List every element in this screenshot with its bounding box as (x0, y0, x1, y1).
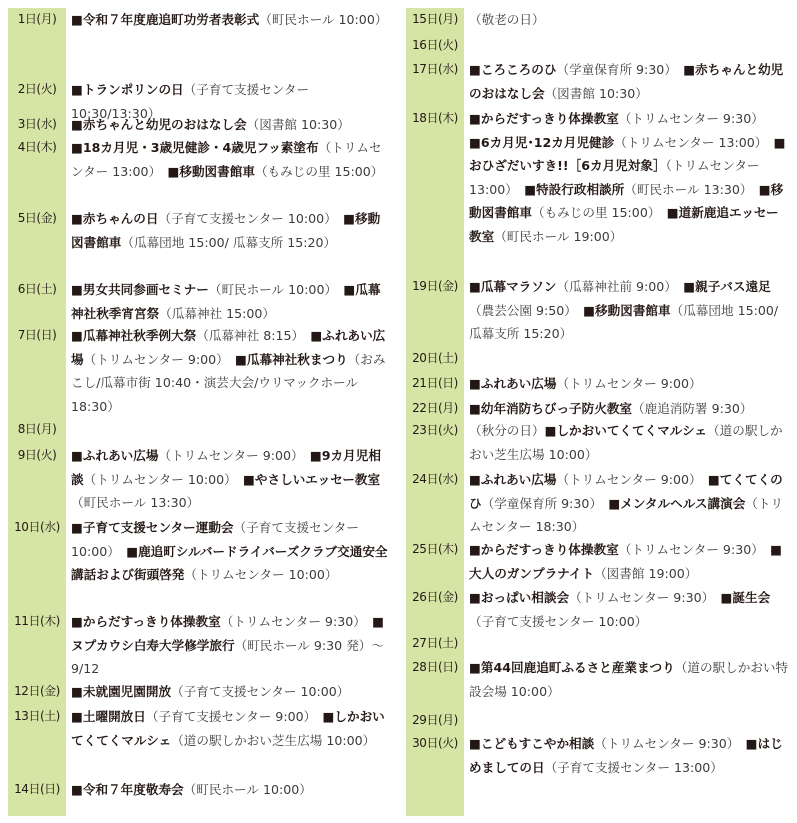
day-events (71, 136, 390, 183)
event-place-time: （トリムセンター 9:00） (556, 472, 696, 487)
day-date: 9日(火) (17, 448, 57, 462)
event-name: ■誕生会 (720, 590, 771, 605)
event-place-time: （子育て支援センター 10:30/13:30） (71, 82, 310, 121)
day-date: 13日(土) (14, 709, 60, 723)
event-name: ■第44回鹿追町ふるさと産業まつり (469, 660, 675, 675)
event-name: ■男女共同参画セミナー (71, 282, 209, 297)
event-name: ■未就園児園開放 (71, 684, 172, 699)
day-date: 21日(日) (412, 376, 458, 390)
day-events (469, 8, 790, 32)
event-name: ■おっぱい相談会 (469, 590, 570, 605)
event-item (469, 111, 758, 126)
event-name: ■てくてくのひ (469, 472, 783, 511)
event-name: ■大人のガンプラナイト (469, 542, 783, 581)
day-date: 25日(木) (412, 542, 458, 556)
event-name: ■特設行政相談所 (524, 181, 625, 197)
event-item (71, 211, 331, 226)
event-place-time: （道の駅しかおい芝生広場 10:00） (469, 423, 783, 462)
event-place-time: （トリムセンター 10:00） (184, 567, 332, 582)
event-place-time: （町民ホール 19:00） (494, 228, 617, 244)
event-name: ■からだすっきり体操教室 (71, 614, 221, 629)
day-events (469, 107, 790, 248)
event-name: ■移動図書館車 (583, 302, 671, 318)
holiday-note: （敬老の日） (469, 12, 545, 27)
event-item (469, 472, 695, 487)
event-place-time: （道の駅しかおい芝生広場 10:00） (171, 732, 369, 748)
day-date: 14日(日) (14, 782, 60, 796)
day-events (469, 732, 790, 779)
event-place-time: （トリムセンター 9:30） (569, 590, 708, 605)
day-date: 23日(火) (412, 423, 458, 437)
day-date: 3日(水) (17, 117, 57, 131)
event-place-time: （町民ホール 13:30） (624, 181, 747, 197)
day-events (469, 372, 790, 396)
event-item (71, 448, 297, 463)
event-name: ■メンタルヘルス講演会 (608, 495, 746, 511)
day-events (71, 705, 390, 752)
event-name: ■瓜幕神社秋季例大祭 (71, 328, 197, 343)
day-date: 17日(水) (412, 62, 458, 76)
event-place-time: （トリムセンター 9:00） (83, 351, 223, 367)
event-place-time: （鹿追消防署 9:30） (632, 401, 747, 416)
event-item (71, 782, 306, 797)
event-name: ■からだすっきり体操教室 (469, 111, 619, 126)
event-place-time: （トリムセンター 9:30） (594, 736, 734, 751)
event-place-time: （図書館 10:30） (246, 117, 344, 132)
event-place-time: （道の駅しかおい特設会場 10:00） (469, 660, 789, 699)
event-item (71, 117, 344, 132)
holiday-note: （秋分の日） (469, 423, 545, 438)
event-name: ■トランポリンの日 (71, 82, 184, 97)
event-place-time: （農芸公園 9:50） (469, 302, 571, 318)
day-events (469, 397, 790, 421)
day-events (71, 444, 390, 515)
event-item (469, 660, 788, 699)
event-name: ■子育て支援センター運動会 (71, 520, 234, 535)
event-name: ■6カ月児･12カ月児健診 (469, 134, 615, 150)
event-place-time: （町民ホール 9:30 発）〜 9/12 (71, 637, 384, 676)
day-date: 27日(土) (412, 636, 458, 650)
day-events (71, 207, 390, 254)
event-place-time: （図書館 10:30） (544, 85, 642, 101)
event-place-time: （トリムセンター 9:30） (220, 614, 360, 629)
day-events (469, 468, 790, 539)
event-name: ■ふれあい広場 (469, 472, 557, 487)
event-place-time: （もみじの里 15:00） (254, 163, 378, 179)
event-item (469, 135, 761, 150)
event-place-time: （子育て支援センター 9:00） (145, 709, 310, 724)
day-date: 11日(木) (14, 614, 60, 628)
event-name: ■令和７年度敬寿会 (71, 782, 184, 797)
event-name: ■ころころのひ (469, 62, 557, 77)
day-events (71, 113, 390, 137)
event-place-time: （トリムセンター 18:30） (469, 495, 784, 534)
event-name: ■瓜幕マラソン (469, 279, 557, 294)
event-place-time: （瓜幕神社前 9:00） (556, 279, 671, 294)
event-item (71, 544, 388, 583)
event-name: ■幼年消防ちびっ子防火教室 (469, 401, 633, 416)
event-item (71, 614, 360, 629)
day-date: 24日(水) (412, 472, 458, 486)
event-place-time: （瓜幕神社 15:00） (159, 305, 269, 321)
event-item (524, 182, 746, 197)
event-name: ■移動図書館車 (469, 181, 784, 220)
day-date: 7日(日) (17, 328, 57, 342)
day-date: 1日(月) (17, 12, 57, 26)
day-date: 28日(日) (412, 660, 458, 674)
event-place-time: （子育て支援センター 10:00） (171, 684, 344, 699)
event-place-time: （トリムセンター 13:00） (614, 134, 762, 150)
day-events (469, 58, 790, 105)
event-name: ■9カ月児相談 (71, 448, 381, 487)
day-date: 8日(月) (17, 422, 57, 436)
event-item (71, 328, 298, 343)
event-item (469, 279, 671, 294)
day-events (71, 680, 390, 704)
event-name: ■赤ちゃんと幼児のおはなし会 (469, 62, 784, 101)
event-item (469, 736, 733, 751)
event-name: ■はじめましての日 (469, 736, 783, 775)
event-place-time: （子育て支援センター 10:00） (158, 211, 331, 226)
event-name: ■しかおいてくてくマルシェ (544, 423, 708, 438)
day-date: 30日(火) (412, 736, 458, 750)
event-item (71, 282, 331, 297)
day-events (71, 278, 390, 325)
event-place-time: （町民ホール 10:00） (183, 782, 306, 797)
event-place-time: （町民ホール 10:00） (208, 282, 331, 297)
day-events (469, 275, 790, 346)
event-name: ■赤ちゃんの日 (71, 211, 159, 226)
day-date: 26日(金) (412, 590, 458, 604)
event-place-time: （トリムセンター 13:00） (71, 140, 382, 179)
event-item (469, 62, 671, 77)
event-place-time: （学童保育所 9:30） (481, 495, 596, 511)
day-date: 10日(水) (14, 520, 60, 534)
event-name: ■ふれあい広場 (71, 328, 386, 367)
event-item (71, 709, 310, 724)
event-place-time: （子育て支援センター 10:00） (71, 520, 359, 559)
event-name: ■赤ちゃんと幼児のおはなし会 (71, 117, 247, 132)
day-date: 2日(火) (17, 82, 57, 96)
event-name: ■こどもすこやか相談 (469, 736, 595, 751)
event-name: ■瓜幕神社秋季宵宮祭 (71, 282, 381, 321)
day-date: 22日(月) (412, 401, 458, 415)
day-events (469, 538, 790, 585)
event-name: ■しかおいてくてくマルシェ (71, 709, 385, 748)
event-place-time: （瓜幕団地 15:00/ 瓜幕支所 15:20） (469, 302, 779, 341)
event-place-time: （トリムセンター 9:00） (158, 448, 298, 463)
event-item (71, 684, 343, 699)
event-place-time: （トリムセンター 9:30） (618, 111, 758, 126)
event-place-time: （子育て支援センター 13:00） (544, 759, 717, 775)
event-name: ■おひざだいすき!!［6カ月児対象］ (469, 134, 786, 173)
event-item (469, 542, 758, 557)
day-date: 18日(木) (412, 111, 458, 125)
event-name: ■移動図書館車 (167, 163, 255, 179)
event-place-time: （トリムセンター 9:00） (556, 376, 696, 391)
event-name: ■からだすっきり体操教室 (469, 542, 619, 557)
event-name: ■ヌプカウシ白寿大学修学旅行 (71, 614, 385, 653)
event-place-time: （トリムセンター 10:00） (83, 471, 231, 487)
event-name: ■18カ月児・3歳児健診・4歳児フッ素塗布 (71, 140, 319, 155)
event-place-time: （学童保育所 9:30） (556, 62, 671, 77)
event-place-time: （瓜幕神社 8:15） (196, 328, 298, 343)
event-item (469, 376, 695, 391)
event-item (71, 12, 381, 27)
event-name: ■ふれあい広場 (469, 376, 557, 391)
event-name: ■鹿追町シルバードライバーズクラブ交通安全講話および街頭啓発 (71, 543, 388, 582)
event-name: ■やさしいエッセー教室 (243, 471, 381, 487)
event-name: ■令和７年度鹿追町功労者表彰式 (71, 12, 260, 27)
event-name: ■土曜開放日 (71, 709, 146, 724)
event-place-time: （町民ホール 13:30） (71, 495, 193, 510)
day-events (71, 8, 390, 32)
day-events (71, 324, 390, 418)
event-item (469, 590, 708, 605)
event-item (167, 164, 377, 179)
day-date: 19日(金) (412, 279, 458, 293)
day-date: 16日(火) (412, 38, 458, 52)
day-events (469, 656, 790, 703)
day-date: 6日(土) (17, 282, 57, 296)
day-date: 29日(月) (412, 713, 458, 727)
day-events (71, 778, 390, 802)
day-date: 15日(月) (412, 12, 458, 26)
event-name: ■親子バス遠足 (683, 279, 771, 294)
event-name: ■道新鹿追エッセー教室 (469, 205, 779, 244)
event-place-time: （子育て支援センター 10:00） (469, 613, 642, 629)
day-date: 12日(金) (14, 684, 60, 698)
day-date: 5日(金) (17, 211, 57, 225)
event-place-time: （図書館 19:00） (594, 565, 692, 581)
day-events (469, 586, 790, 633)
event-name: ■瓜幕神社秋まつり (235, 351, 348, 367)
day-events (71, 610, 390, 681)
day-date: 4日(木) (17, 140, 57, 154)
day-date: 20日(土) (412, 351, 458, 365)
event-place-time: （町民ホール 10:00） (259, 12, 382, 27)
event-place-time: （もみじの里 15:00） (531, 205, 655, 220)
event-place-time: （瓜幕団地 15:00/ 瓜幕支所 15:20） (121, 234, 330, 250)
day-events (71, 516, 390, 587)
event-place-time: （トリムセンター 9:30） (618, 542, 758, 557)
event-place-time: （おみこし/瓜幕市街 10:40・演芸大会/ウリマックホール 18:30） (71, 351, 386, 414)
day-events (469, 419, 790, 466)
event-place-time: （トリムセンター 13:00） (469, 158, 760, 197)
event-name: ■移動図書館車 (71, 211, 381, 250)
event-name: ■ふれあい広場 (71, 448, 159, 463)
event-item (469, 401, 746, 416)
